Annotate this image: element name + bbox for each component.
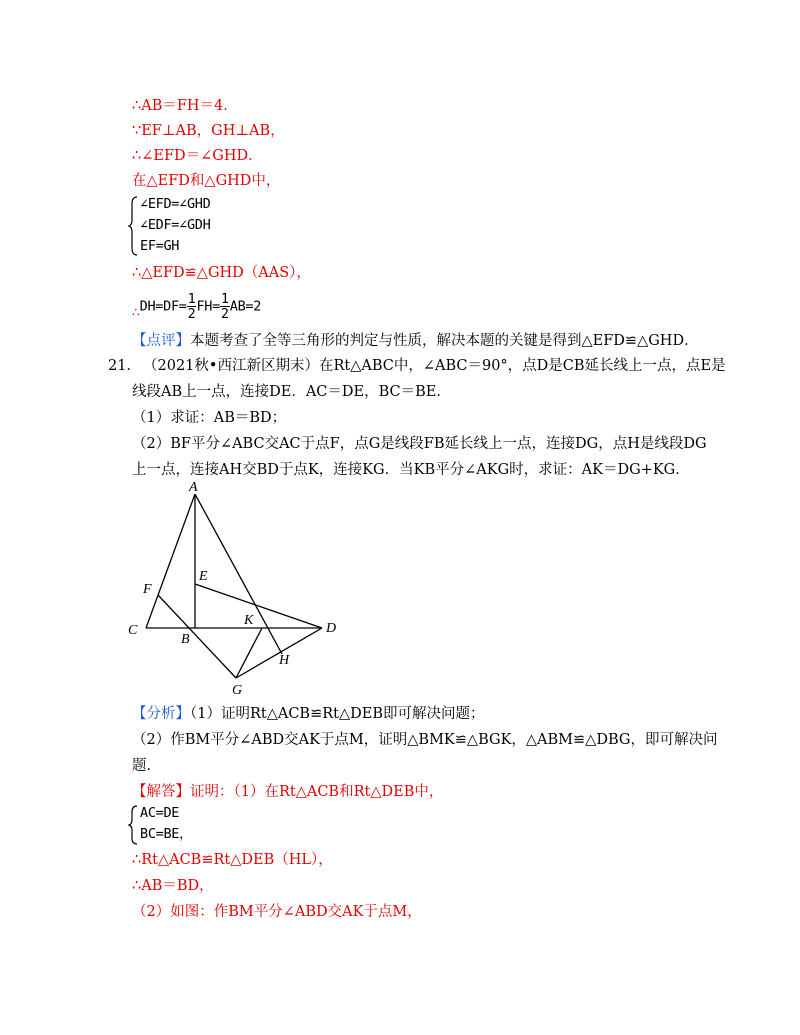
- question-part-2-line-1: （2）BF平分∠ABC交AC于点F，点G是线段FB延长线上一点，连接DG，点H是线段DG: [132, 436, 707, 452]
- proof-line-5: ∴△EFD≌△GHD（AAS），: [132, 265, 311, 281]
- label-H: H: [279, 653, 290, 668]
- fraction-denominator: 2: [187, 306, 196, 322]
- solution-line-1: [132, 782, 443, 802]
- left-brace-1: [128, 196, 140, 256]
- label-E: E: [199, 569, 208, 584]
- label-A: A: [189, 480, 198, 495]
- comment-tag: 【点评】: [132, 333, 190, 349]
- analysis-tag: 【分析】: [132, 706, 190, 722]
- fraction-denominator: 2: [220, 306, 229, 322]
- fraction-numerator: 1: [220, 291, 229, 307]
- system2-eq2: [140, 824, 192, 844]
- eq-part-a: DH=DF=: [139, 298, 187, 315]
- label-F: F: [143, 582, 152, 597]
- proof-line-1: ∴AB＝FH＝4．: [132, 98, 238, 114]
- analysis-text-1: （1）证明Rt△ACB≌Rt△DEB即可解决问题；: [190, 706, 485, 722]
- fraction-numerator: 1: [187, 291, 196, 307]
- analysis-line-1: [132, 704, 485, 724]
- solution-line-3: ∴AB＝BD，: [132, 878, 214, 894]
- system1-eq1: ∠EFD=∠GHD: [140, 196, 211, 212]
- analysis-line-3: 题．: [132, 758, 161, 774]
- proof-line-3: ∴∠EFD＝∠GHD．: [132, 148, 263, 164]
- label-B: B: [181, 632, 190, 647]
- solution-text-1: 证明：（1）在Rt△ACB和Rt△DEB中，: [190, 784, 444, 800]
- solution-tag: 【解答】: [132, 784, 190, 800]
- fraction-half-2: [220, 292, 230, 321]
- question-part-2-line-2: 上一点，连接AH交BD于点K，连接KG．当KB平分∠AKG时，求证：AK＝DG+KG．: [132, 462, 690, 478]
- comment-text: 本题考查了全等三角形的判定与性质，解决本题的关键是得到△EFD≌△GHD．: [190, 333, 699, 349]
- geometry-figure: [120, 472, 350, 702]
- question-line-1: （2021秋•西江新区期末）在Rt△ABC中，∠ABC＝90°，点D是CB延长线上一点，点E是: [143, 358, 726, 374]
- system1-eq3: EF=GH: [140, 238, 180, 254]
- system1-eq2: ∠EDF=∠GDH: [140, 217, 211, 233]
- question-number: 21．: [108, 358, 141, 374]
- proof-line-6: [132, 292, 261, 327]
- comment-line: [132, 331, 699, 351]
- label-C: C: [128, 623, 138, 638]
- solution-line-4: （2）如图：作BM平分∠ABD交AK于点M，: [132, 904, 422, 920]
- fraction-half-1: [187, 292, 197, 321]
- segment-ED: [195, 584, 322, 628]
- proof-line-4: 在△EFD和△GHD中，: [132, 173, 281, 189]
- segment-FG: [158, 595, 236, 678]
- system2-eq1: AC=DE: [140, 805, 180, 821]
- label-D: D: [326, 621, 337, 636]
- left-brace-2: [128, 805, 140, 845]
- therefore-symbol: ∴: [132, 305, 140, 320]
- eq-part-b: FH=: [196, 298, 220, 315]
- label-G: G: [232, 683, 243, 698]
- proof-line-2: ∵EF⊥AB，GH⊥AB，: [132, 123, 285, 139]
- eq-part-c: AB=2: [229, 298, 262, 315]
- label-K: K: [244, 613, 254, 628]
- analysis-line-2: （2）作BM平分∠ABD交AK于点M，证明△BMK≌△BGK，△ABM≌△DBG，即可解决问: [132, 732, 718, 748]
- system2-end-comma: ，: [179, 826, 193, 842]
- system2-eq2-text: BC=BE: [140, 826, 180, 842]
- question-line-2: 线段AB上一点，连接DE．AC＝DE，BC＝BE．: [132, 384, 451, 400]
- question-part-1: （1）求证：AB＝BD；: [132, 410, 287, 426]
- solution-line-2: ∴Rt△ACB≌Rt△DEB（HL），: [132, 852, 333, 868]
- segment-AH: [195, 494, 282, 654]
